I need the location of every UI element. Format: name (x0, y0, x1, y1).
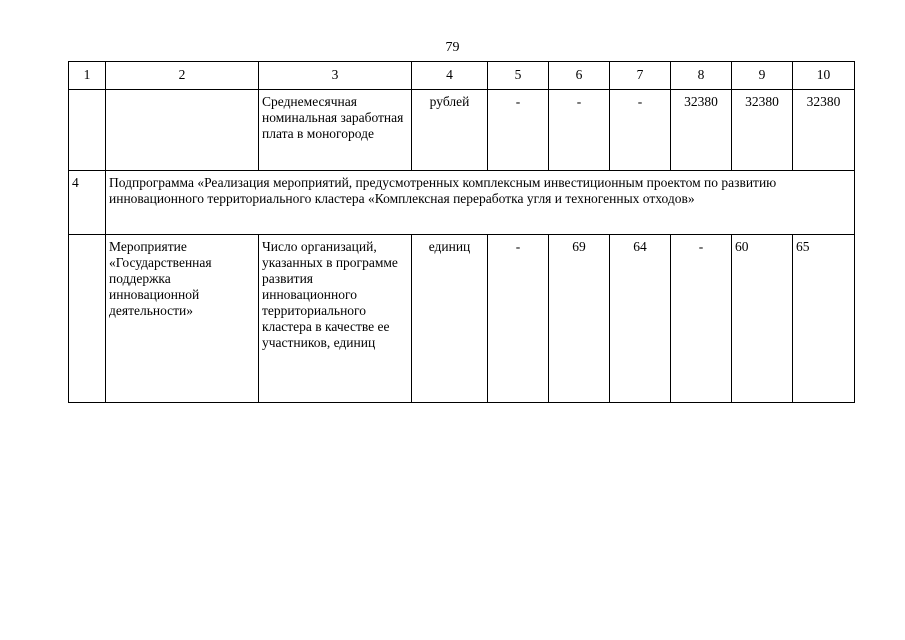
row3-cell-5: - (488, 235, 549, 403)
row3-cell-7: 64 (610, 235, 671, 403)
row3-cell-10: 65 (793, 235, 855, 403)
row1-cell-9: 32380 (732, 90, 793, 171)
header-cell-10: 10 (793, 62, 855, 90)
row3-cell-8: - (671, 235, 732, 403)
row1-cell-8: 32380 (671, 90, 732, 171)
header-cell-4: 4 (412, 62, 488, 90)
table-row (69, 90, 855, 171)
row3-cell-6: 69 (549, 235, 610, 403)
row1-cell-1 (69, 90, 106, 171)
table-row (69, 171, 855, 235)
row1-unit: рублей (412, 90, 488, 171)
row1-cell-5: - (488, 90, 549, 171)
header-row (69, 62, 855, 90)
header-cell-3: 3 (259, 62, 412, 90)
row3-indicator: Число организаций, указанных в программе развития инновационного территориального кластера в качестве ее участников, единиц (259, 235, 412, 403)
indicators-table (68, 61, 855, 403)
header-cell-6: 6 (549, 62, 610, 90)
row3-activity: Мероприятие «Государственная поддержка инновационной деятельности» (106, 235, 259, 403)
row3-cell-1 (69, 235, 106, 403)
header-cell-1: 1 (69, 62, 106, 90)
row2-number: 4 (69, 171, 106, 235)
header-cell-2: 2 (106, 62, 259, 90)
row1-indicator: Среднемесячная номинальная заработная плата в моногороде (259, 90, 412, 171)
row1-cell-10: 32380 (793, 90, 855, 171)
row1-cell-2 (106, 90, 259, 171)
row3-unit: единиц (412, 235, 488, 403)
header-cell-8: 8 (671, 62, 732, 90)
row3-cell-9: 60 (732, 235, 793, 403)
subprogram-title: Подпрограмма «Реализация мероприятий, предусмотренных комплексным инвестиционным проектом по развитию инновационного территориального кластера «Комплексная переработка угля и техногенных отходов» (106, 171, 855, 235)
page-number: 79 (445, 40, 460, 55)
header-cell-5: 5 (488, 62, 549, 90)
header-cell-7: 7 (610, 62, 671, 90)
table-row (69, 235, 855, 403)
row1-cell-6: - (549, 90, 610, 171)
header-cell-9: 9 (732, 62, 793, 90)
row1-cell-7: - (610, 90, 671, 171)
